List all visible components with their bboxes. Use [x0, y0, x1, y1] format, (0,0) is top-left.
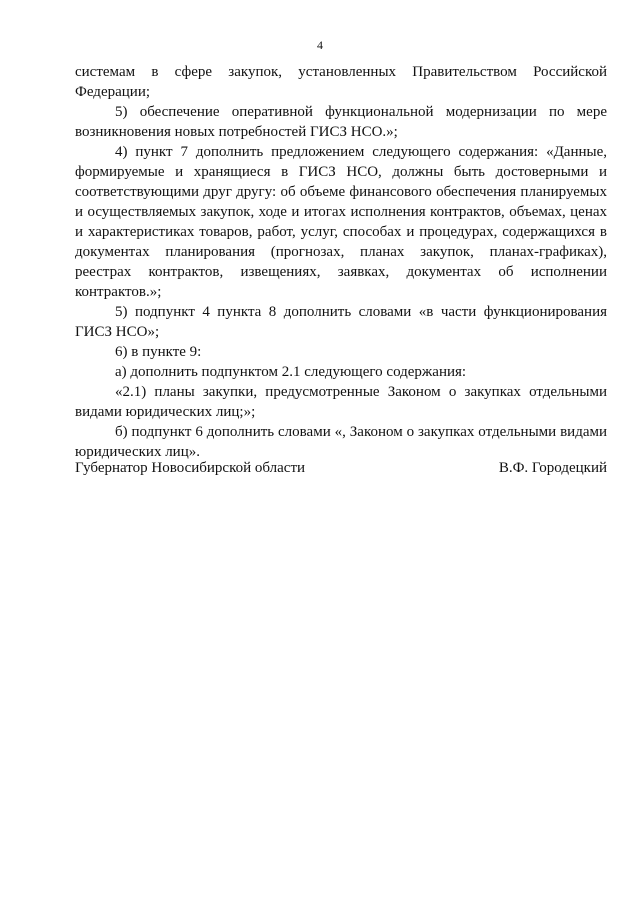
signatory-position: Губернатор Новосибирской области [75, 460, 306, 476]
paragraph-item-4-point-7: 4) пункт 7 дополнить предложением следующего содержания: «Данные, формируемые и хранящиеся в ГИСЗ НСО, должны быть достоверными и соответствующими друг другу: об объеме финансового обеспечения планируемых и осуществляемых закупок, ходе и итогах исполнения контрактов, объемах, ценах и характеристиках товаров, работ, услуг, способах и процедурах, содержащихся в документах планирования (прогнозах, планах закупок, планах-графиках), реестрах контрактов, извещениях, заявках, документах об исполнении контрактов.»; [75, 144, 607, 300]
paragraph-continuation: системам в сфере закупок, установленных Правительством Российской Федерации; [75, 64, 607, 100]
signatory-name: В.Ф. Городецкий [498, 460, 607, 476]
paragraph-item-6-point-9: 6) в пункте 9: [115, 344, 202, 360]
paragraph-item-5-point-8: 5) подпункт 4 пункта 8 дополнить словами «в части функционирования ГИСЗ НСО»; [75, 304, 607, 340]
paragraph-item-5-modernization: 5) обеспечение оперативной функциональной модернизации по мере возникновения новых потребностей ГИСЗ НСО.»; [75, 104, 607, 140]
signature-block [75, 458, 607, 478]
document-body [75, 62, 607, 462]
paragraph-subitem-a: а) дополнить подпунктом 2.1 следующего содержания: [115, 364, 467, 380]
paragraph-quote-2-1: «2.1) планы закупки, предусмотренные Законом о закупках отдельными видами юридических лиц;»; [75, 384, 607, 420]
paragraph-subitem-b: б) подпункт 6 дополнить словами «, Законом о закупках отдельными видами юридических лиц». [75, 424, 607, 460]
page-number: 4 [317, 38, 323, 52]
